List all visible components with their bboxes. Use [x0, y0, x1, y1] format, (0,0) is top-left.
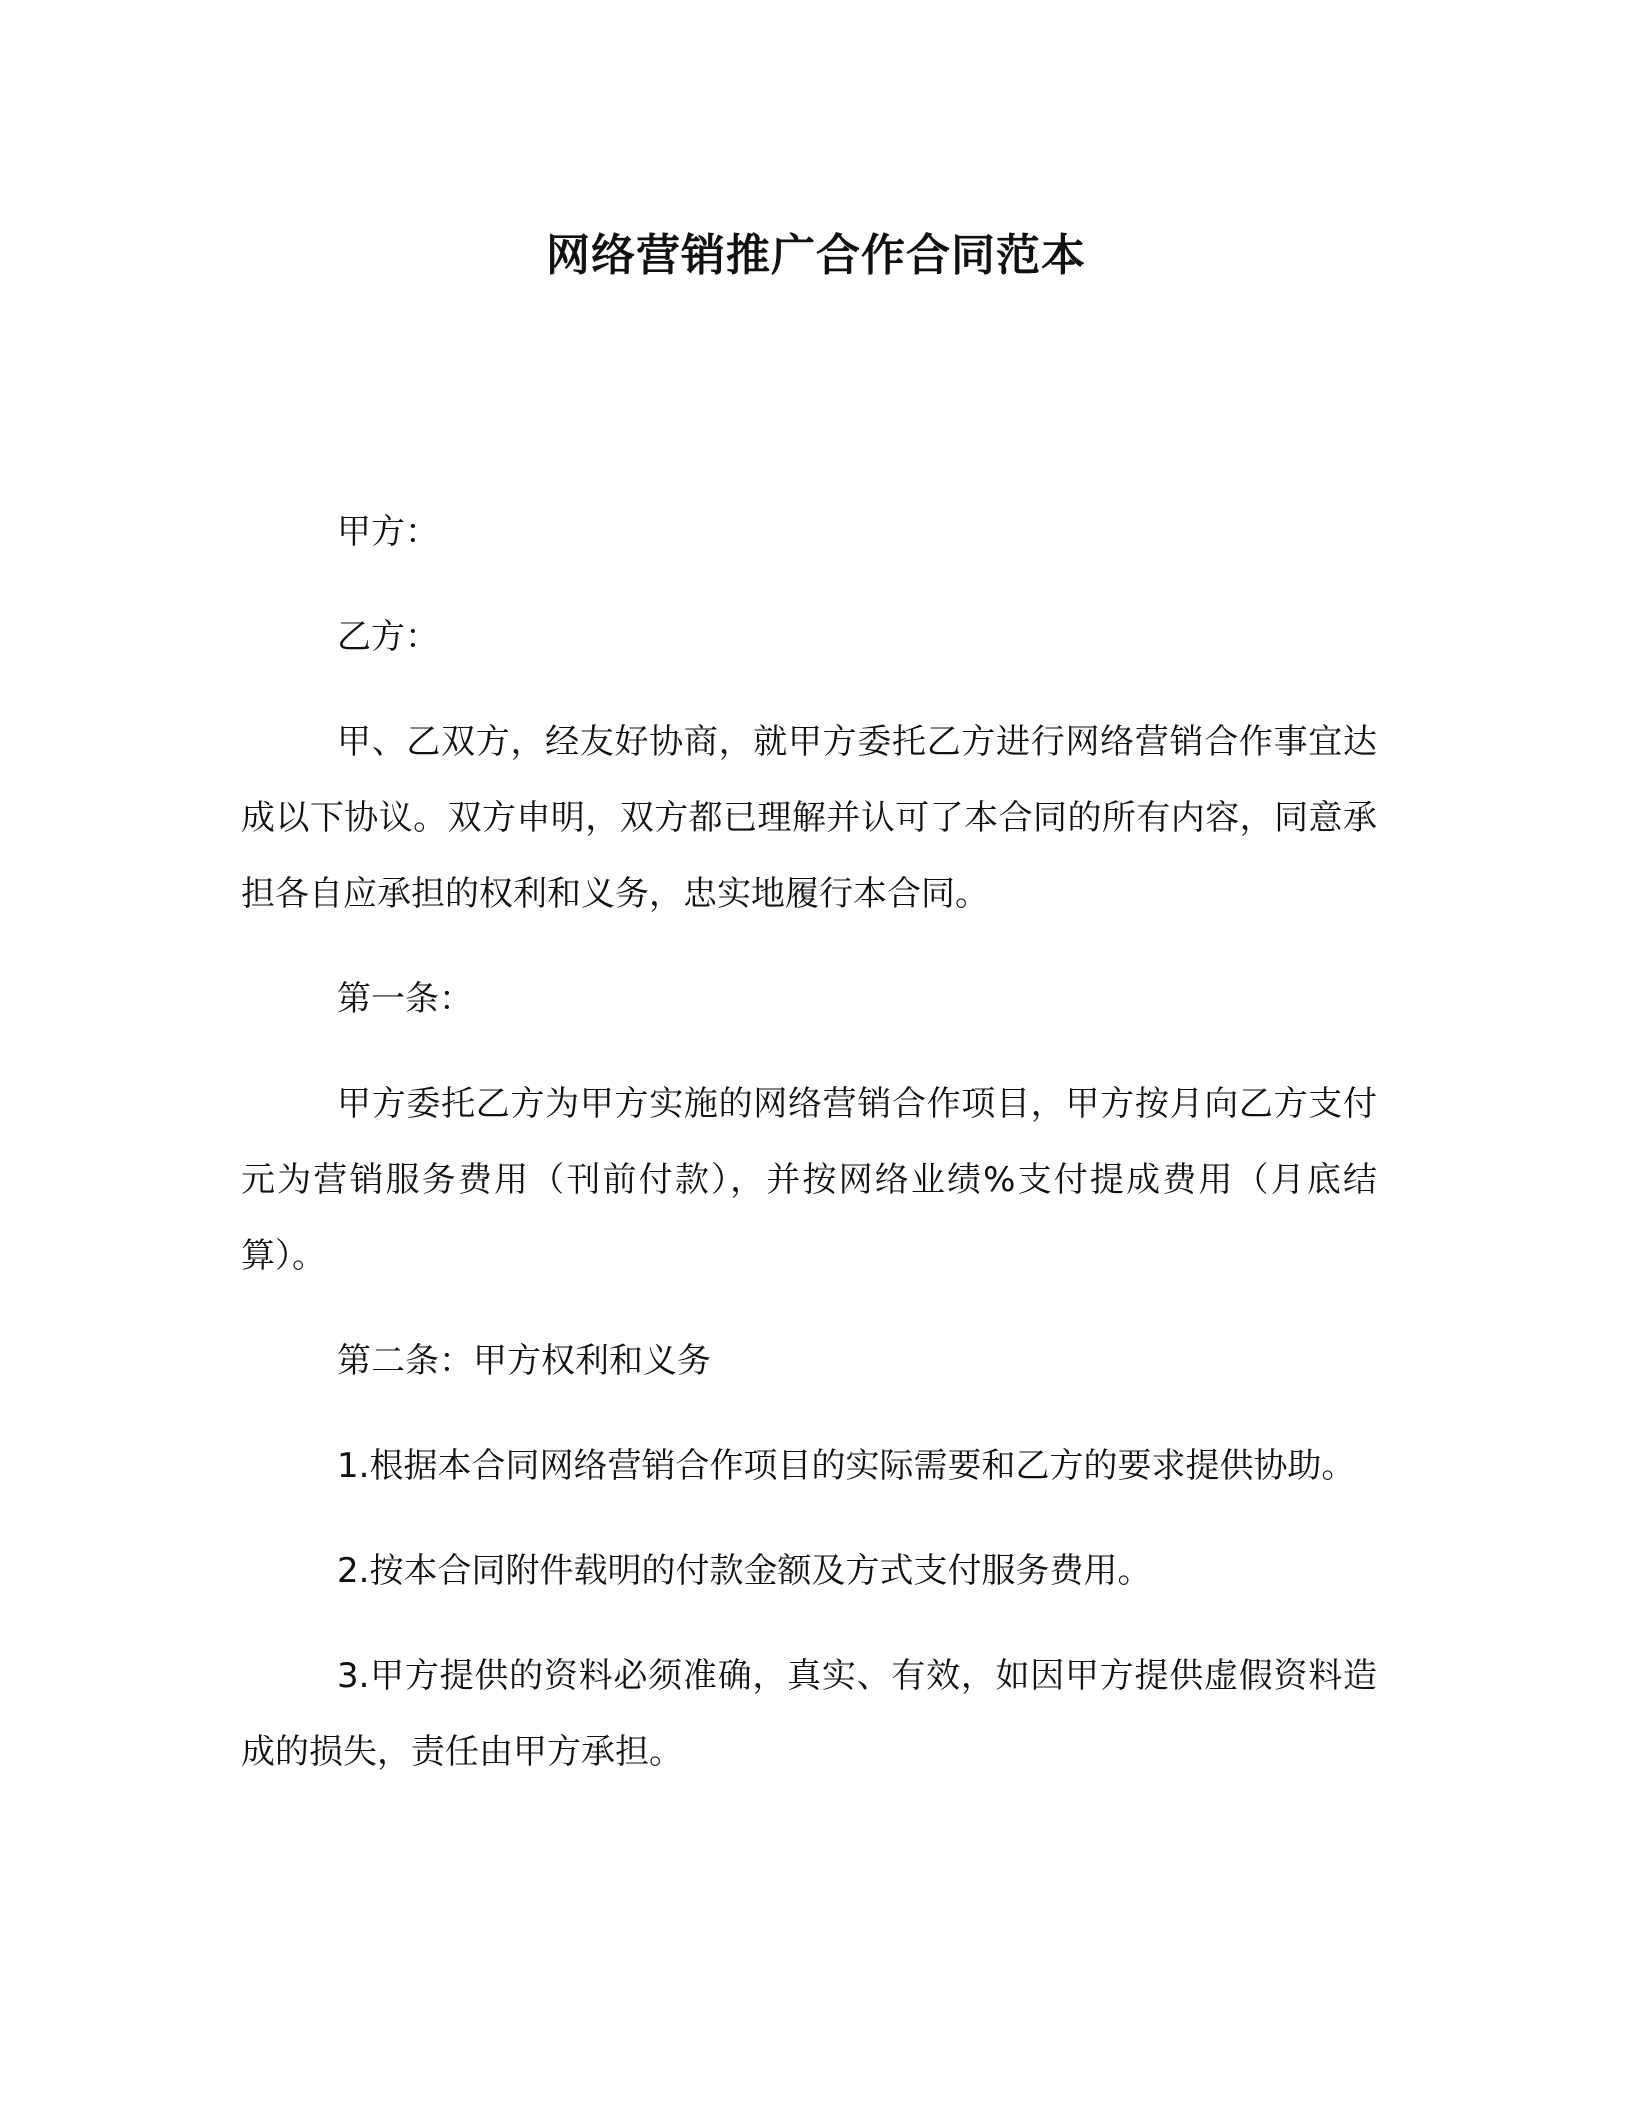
article-two-item-1: 1.根据本合同网络营销合作项目的实际需要和乙方的要求提供协助。 [337, 1446, 1356, 1486]
article-one-heading: 第一条： [337, 979, 473, 1019]
preamble-paragraph: 甲、乙双方，经友好协商，就甲方委托乙方进行网络营销合作事宜达成以下协议。双方申明，双方都已理解并认可了本合同的所有内容，同意承担各自应承担的权利和义务，忠实地履行本合同。 [241, 722, 1377, 914]
document-body [241, 494, 1377, 1819]
article-two-item-3: 3.甲方提供的资料必须准确，真实、有效，如因甲方提供虚假资料造成的损失，责任由甲方承担。 [241, 1656, 1377, 1772]
article-one-paragraph: 甲方委托乙方为甲方实施的网络营销合作项目，甲方按月向乙方支付元为营销服务费用（刊前付款），并按网络业绩%支付提成费用（月底结算）。 [241, 1084, 1377, 1276]
party-b-line: 乙方： [337, 617, 439, 657]
party-a-line: 甲方： [337, 512, 439, 552]
article-two-item-2: 2.按本合同附件载明的付款金额及方式支付服务费用。 [337, 1551, 1152, 1591]
article-two-heading: 第二条：甲方权利和义务 [337, 1341, 711, 1381]
document-title: 网络营销推广合作合同范本 [546, 230, 1086, 281]
